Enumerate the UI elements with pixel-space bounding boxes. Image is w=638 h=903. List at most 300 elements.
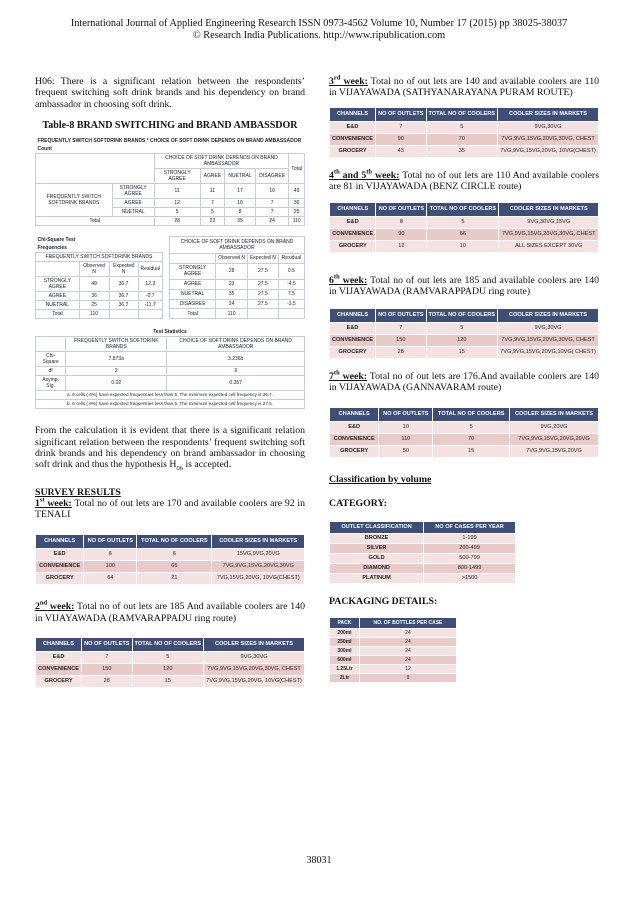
table-cell: 200ml: [330, 629, 360, 638]
table-cell: Chi-Square: [36, 352, 66, 367]
table-cell: 800-1499: [424, 563, 516, 573]
table-cell: -4.5: [278, 280, 304, 290]
table-cell: 15: [426, 346, 498, 358]
table-header: OUTLET CLASSIFICATION: [330, 521, 424, 533]
table-cell: 5: [154, 208, 200, 217]
table-header: Residual: [138, 262, 163, 277]
table-cell: 70: [433, 434, 510, 446]
week6-body: Total no of out lets are 185 and available coolers are 140 in VIJAYAWADA (RAMVARAPPADU ring route): [329, 275, 599, 298]
table-cell: E&D: [36, 652, 82, 664]
table-cell: ALL SIZES EXCEPT 30VG: [499, 241, 599, 253]
table-cell: 15: [132, 676, 204, 688]
table-header: CHANNELS: [330, 107, 376, 121]
table-cell: GROCERY: [36, 676, 82, 688]
table-cell: 7VG,9VG,15VG,20VG,30VG, CHEST: [498, 334, 599, 346]
week3-text: [329, 76, 599, 99]
table-cell: 110: [289, 217, 305, 226]
table-cell: GROCERY: [36, 573, 84, 585]
table-row: [330, 434, 599, 446]
table-cell: 7VG,9VG,15VG,20VG,30VG, CHEST: [498, 133, 599, 145]
table-cell: >1500: [424, 573, 516, 583]
table-header: Residual: [278, 253, 304, 263]
table-cell: GROCERY: [330, 241, 376, 253]
table-cell: 28: [154, 217, 200, 226]
week2-text: [35, 601, 305, 624]
week45-label: 4th and 5th week:: [329, 168, 400, 181]
table-cell: 24: [216, 299, 248, 309]
table-row: [330, 665, 457, 674]
table-row: [330, 629, 457, 638]
table-cell: 7: [376, 322, 426, 334]
table-header: COOLER SIZES IN MARKETS: [204, 638, 305, 652]
table-cell: [247, 309, 278, 319]
week7-body: Total no of out lets are 176.And available coolers are 140 in VIJAYAWADA (GANNAVARAM route): [329, 370, 599, 394]
table-cell: 9VG,30VG: [204, 652, 305, 664]
week6-table: [329, 308, 599, 359]
table-cell: STRONGLY AGREE: [36, 277, 80, 292]
table-header: NO OF OUTLETS: [376, 107, 426, 121]
week3-body: Total no of out lets are 140 and available coolers are 110 in VIJAYAWADA (SATHYANARAYANA PURAM ROUTE): [329, 76, 599, 99]
table-cell: 8: [376, 217, 427, 229]
table-row: [330, 533, 516, 543]
table-row: [170, 299, 305, 309]
table-header: COOLER SIZES IN MARKETS: [212, 535, 305, 549]
table-header: Expected N: [109, 262, 138, 277]
table-cell: 7VG,9VG,15VG,20VG, 10VG(CHEST): [498, 145, 599, 157]
table-cell: 24: [359, 656, 456, 665]
table-cell: E&D: [330, 322, 376, 334]
table-cell: 7: [255, 199, 289, 208]
table-header: CHANNELS: [36, 535, 84, 549]
chi-square-group: FREQUENTLY SWITCH SOFTDRINK BRANDS: [36, 253, 163, 262]
table-header: TOTAL NO OF COOLERS: [433, 408, 510, 422]
table-cell: E&D: [330, 217, 376, 229]
table-cell: 1-199: [424, 533, 516, 543]
table-cell: 7VG,9VG,15VG,20VG: [510, 446, 599, 458]
table-row: [330, 346, 599, 358]
table-row: [36, 367, 305, 376]
crosstab-count: Count: [37, 146, 52, 153]
week6-text: [329, 275, 599, 298]
crosstab-table: [35, 137, 305, 226]
table-cell: 35: [225, 217, 256, 226]
table-cell: 11: [200, 184, 224, 199]
table-cell: 5: [426, 322, 498, 334]
table-header: CHANNELS: [330, 203, 376, 217]
table-cell: NUETRAL: [170, 289, 216, 299]
table-cell: STRONGLY AGREE: [170, 263, 216, 279]
crosstab-col-header: DISAGREE: [255, 169, 289, 184]
table-cell: 27.5: [247, 299, 278, 309]
table-header: TOTAL NO OF COOLERS: [426, 308, 498, 322]
table-header: TOTAL NO OF COOLERS: [132, 638, 204, 652]
week2-table: [35, 637, 305, 688]
table-cell: [109, 310, 138, 319]
table-cell: 70: [426, 133, 498, 145]
table-header: COOLER SIZES IN MARKETS: [498, 107, 599, 121]
table-row: [330, 446, 599, 458]
table-row: [330, 563, 516, 573]
table-cell: 27.5: [247, 280, 278, 290]
table-cell: 17: [225, 184, 256, 199]
table-cell: 500-799: [424, 553, 516, 563]
table-cell: STRONGLY AGREE: [112, 184, 154, 199]
table-row: [330, 217, 599, 229]
table-cell: 36.7: [109, 277, 138, 292]
table-row: [36, 184, 305, 199]
chi-square-section: [35, 236, 305, 319]
week1-text: [35, 498, 305, 521]
table-cell: GROCERY: [330, 145, 376, 157]
table-cell: 35: [426, 145, 498, 157]
table-cell: AGREE: [112, 199, 154, 208]
classification-heading: Classification by volume: [329, 474, 432, 486]
table-row: [330, 422, 599, 434]
table-row: [36, 573, 305, 585]
week2-body: Total no of out lets are 185 And available coolers are 140 in VIJAYAWADA (RAMVARAPPADU ring route): [35, 601, 306, 624]
crosstab-col-header: Total: [289, 154, 305, 184]
crosstab-col-header: STRONGLY AGREE: [154, 169, 200, 184]
table-cell: 12.3: [138, 277, 163, 292]
table-cell: 64: [84, 573, 137, 585]
table-row: [330, 145, 599, 157]
table-cell: DISAGREE: [170, 299, 216, 309]
table-cell: 5: [426, 121, 498, 133]
table-header: Observed N: [79, 262, 109, 277]
week7-label: 7th week:: [329, 369, 368, 382]
week45-body: Total no of out lets are 110 And available coolers are 81 in VIJAYAWADA (BENZ CIRCLE route): [329, 169, 600, 192]
chi-square-sub: Frequencies: [37, 245, 67, 252]
table-cell: 7VG,9VG,15VG,20VG,30VG, CHEST: [499, 229, 599, 241]
table-row: [330, 322, 599, 334]
table-cell: 7VG,9VG,15VG,20VG, 10VG(CHEST): [204, 676, 305, 688]
table-row: [36, 676, 305, 688]
table-cell: 9VG,30VG: [498, 121, 599, 133]
table-cell: 66: [427, 229, 499, 241]
table-cell: DIAMOND: [330, 563, 424, 573]
table-cell: 3: [167, 367, 305, 376]
table-cell: 100: [84, 561, 137, 573]
category-table: [329, 521, 516, 584]
journal-publisher: © Research India Publications. http://www.ripublication.com: [192, 30, 446, 41]
table-row: [36, 301, 163, 310]
table-cell: E&D: [330, 422, 379, 434]
table-header: Observed N: [216, 253, 248, 263]
table-cell: Asymp. Sig.: [36, 376, 66, 391]
table-row: [330, 133, 599, 145]
right-column: [329, 76, 599, 683]
table-cell: 0.02: [66, 376, 167, 391]
table-cell: 7: [200, 199, 224, 208]
table-cell: 27.5: [247, 289, 278, 299]
table-cell: 3.236b: [167, 352, 305, 367]
table-cell: NUETRAL: [112, 208, 154, 217]
table-cell: 35: [216, 289, 248, 299]
table-cell: 110: [79, 310, 109, 319]
table-cell: 36: [79, 292, 109, 301]
conclusion-end: is accepted.: [183, 459, 232, 471]
table-cell: 6: [137, 549, 212, 561]
table-cell: 5: [433, 422, 510, 434]
table-cell: 28: [216, 263, 248, 279]
table-cell: 0.357: [167, 376, 305, 391]
table-cell: -0.7: [138, 292, 163, 301]
table-row: [330, 573, 516, 583]
table-header: COOLER SIZES IN MARKETS: [510, 408, 599, 422]
table-cell: Total: [36, 217, 155, 226]
table-cell: 600ml: [330, 656, 360, 665]
table-cell: GOLD: [330, 553, 424, 563]
table-cell: 25: [79, 301, 109, 310]
survey-results-heading: SURVEY RESULTS: [35, 486, 121, 498]
crosstab-title: FREQUENTLY SWITCH SOFTDRINK BRANDS * CHOICE OF SOFT DRINK DEPENDS ON BRAND AMBASSADOR: [37, 138, 302, 145]
table-cell: 7.873a: [66, 352, 167, 367]
week6-label: 6th week:: [329, 273, 368, 287]
table-cell: 7VG,9VG,15VG,20VG,30VG: [212, 561, 305, 573]
table-row: [36, 352, 305, 367]
table-cell: CONVENIENCE: [330, 229, 376, 241]
conclusion-body: From the calculation it is evident that there is a significant relation significant relation between the respondents’ frequent switching soft drink brands and his dependency on brand ambassador in choosing soft drink and thus the hypothesis H: [35, 425, 305, 471]
table-cell: CONVENIENCE: [36, 664, 82, 676]
journal-title: International Journal of Applied Engineering Research ISSN 0973-4562 Volume 10, Number 17 (2015) pp 38025-38037: [70, 18, 568, 29]
table-row: [330, 543, 516, 553]
table-row: [330, 553, 516, 563]
table-cell: E&D: [330, 121, 376, 133]
table-row: [36, 664, 305, 676]
table-header: CHOICE OF SOFT DRINK DEPENDS ON BRAND AMBASSADOR: [167, 337, 305, 352]
table-cell: 120: [426, 334, 498, 346]
table-cell: 9VG,20VG: [510, 422, 599, 434]
table-cell: 6: [84, 549, 137, 561]
table-header: NO OF OUTLETS: [376, 203, 427, 217]
journal-header: [0, 18, 638, 42]
table-cell: 21: [137, 573, 212, 585]
crosstab-row-header: FREQUENTLY SWITCH SOFTDRINK BRANDS: [36, 184, 113, 217]
table-cell: 8: [225, 208, 256, 217]
table-cell: 9: [359, 674, 456, 683]
table-cell: 36: [289, 199, 305, 208]
table-cell: CONVENIENCE: [330, 133, 376, 145]
table-cell: 300ml: [330, 647, 360, 656]
week3-label: 3rd week:: [329, 74, 368, 87]
crosstab-col-header: AGREE: [200, 169, 224, 184]
table-cell: 24: [359, 638, 456, 647]
table-cell: 110: [379, 434, 433, 446]
table-cell: 120: [132, 664, 204, 676]
week7-text: [329, 371, 599, 394]
table-cell: 12: [359, 665, 456, 674]
table-cell: BRONZE: [330, 533, 424, 543]
table-cell: 0.5: [278, 263, 304, 279]
table-cell: 7VG,9VG,15VG,20VG,10VG( CHEST): [498, 346, 599, 358]
table-cell: 25: [289, 208, 305, 217]
table-cell: 36.7: [109, 292, 138, 301]
table-cell: 7VG,9VG,15VG,20VG,30VG, CHEST: [204, 664, 305, 676]
table-cell: E&D: [36, 549, 84, 561]
table-cell: 50: [379, 446, 433, 458]
week45-table: [329, 202, 599, 253]
table-cell: 5: [200, 208, 224, 217]
table-header: NO OF CASES PER YEAR: [424, 521, 516, 533]
week2-label: 2nd week:: [35, 600, 75, 613]
table-cell: 15VG,9VG,20VG: [212, 549, 305, 561]
table-cell: 110: [216, 309, 248, 319]
table-cell: 12: [154, 199, 200, 208]
table-cell: 9VG,30VG,15VG: [499, 217, 599, 229]
category-heading: CATEGORY:: [329, 497, 387, 509]
table-header: TOTAL NO OF COOLERS: [427, 203, 499, 217]
chi-square-left-table: [35, 236, 163, 319]
table-header: COOLER SIZES IN MARKETS: [499, 203, 599, 217]
table-header: NO OF OUTLETS: [376, 308, 426, 322]
table-cell: GROCERY: [330, 346, 376, 358]
table-cell: AGREE: [170, 280, 216, 290]
table-row: [330, 647, 457, 656]
footnote-b: b. 0 cells (.0%) have expected frequencies less than 5. The minimum expected cell frequency is 27.5.: [36, 400, 305, 409]
table-cell: 11: [154, 184, 200, 199]
table-cell: 7VG,9VG,15VG,20VG,20VG: [510, 434, 599, 446]
table-cell: 9VG,30VG: [498, 322, 599, 334]
week1-body: Total no of out lets are 170 and available coolers are 92 in TENALI: [35, 497, 305, 521]
packaging-heading: PACKAGING DETAILS:: [329, 595, 438, 607]
table-header: TOTAL NO OF COOLERS: [426, 107, 498, 121]
table-cell: 23: [200, 217, 224, 226]
table-cell: 2: [66, 367, 167, 376]
table-cell: CONVENIENCE: [330, 334, 376, 346]
table-cell: -11.7: [138, 301, 163, 310]
table-cell: 7.5: [278, 289, 304, 299]
table-cell: 49: [79, 277, 109, 292]
table-cell: 23: [216, 280, 248, 290]
table-cell: 24: [359, 647, 456, 656]
left-column: [35, 76, 305, 688]
table-cell: -3.5: [278, 299, 304, 309]
table-row: [170, 309, 305, 319]
table-cell: 15: [433, 446, 510, 458]
page-number: 38031: [306, 855, 332, 866]
week3-table: [329, 107, 599, 158]
table-cell: PLATINUM: [330, 573, 424, 583]
table-cell: Total: [170, 309, 216, 319]
table-row: [36, 652, 305, 664]
table-row: [36, 310, 163, 319]
table-cell: df: [36, 367, 66, 376]
table-cell: 10: [225, 199, 256, 208]
table-cell: 150: [82, 664, 132, 676]
table-cell: GROCERY: [330, 446, 379, 458]
table-header: NO OF OUTLETS: [379, 408, 433, 422]
test-statistics-title: Test Statistics: [153, 329, 187, 336]
table-header: Expected N: [247, 253, 278, 263]
table-header: COOLER SIZES IN MARKETS: [498, 308, 599, 322]
table-cell: SILVER: [330, 543, 424, 553]
chi-square-group: CHOICE OF SOFT DRINK DEPENDS ON BRAND AMBASSADOR: [170, 237, 305, 253]
table-header: NO. OF BOTTLES PER CASE: [359, 618, 456, 629]
table-header: TOTAL NO OF COOLERS: [137, 535, 212, 549]
table-cell: [278, 309, 304, 319]
table-row: [36, 217, 305, 226]
table-8-caption: Table-8 BRAND SWITCHING and BRAND AMBASSDOR: [42, 119, 298, 131]
table-cell: 5: [132, 652, 204, 664]
table-cell: CONVENIENCE: [36, 561, 84, 573]
table-cell: 250ml: [330, 638, 360, 647]
table-header: CHANNELS: [330, 408, 379, 422]
test-statistics-table: [35, 328, 305, 409]
table-cell: 10: [427, 241, 499, 253]
table-row: [170, 280, 305, 290]
table-cell: 24: [255, 217, 289, 226]
table-cell: NUETRAL: [36, 301, 80, 310]
table-row: [330, 656, 457, 665]
table-header: CHANNELS: [36, 638, 82, 652]
table-cell: 24: [359, 629, 456, 638]
table-cell: AGREE: [36, 292, 80, 301]
table-row: [330, 121, 599, 133]
table-row: [170, 289, 305, 299]
table-header: CHANNELS: [330, 308, 376, 322]
table-cell: 90: [376, 229, 427, 241]
hypothesis-subscript: 06: [176, 465, 183, 473]
table-cell: 65: [137, 561, 212, 573]
table-cell: 28: [82, 676, 132, 688]
table-row: [330, 638, 457, 647]
table-cell: 36.7: [109, 301, 138, 310]
table-cell: 43: [376, 145, 426, 157]
table-cell: 10: [255, 184, 289, 199]
table-row: [36, 292, 163, 301]
table-cell: 150: [376, 334, 426, 346]
table-cell: Total: [36, 310, 80, 319]
table-header: FREQUENTLY SWITCH SOFTDRINK BRANDS: [66, 337, 167, 352]
table-cell: 7: [255, 208, 289, 217]
table-cell: [138, 310, 163, 319]
footnote-a: a. 0 cells (.0%) have expected frequencies less than 5. The minimum expected cell frequency is 36.7.: [36, 391, 305, 400]
week1-label: 1st week:: [35, 496, 72, 509]
table-cell: 7: [376, 121, 426, 133]
week7-table: [329, 407, 599, 458]
table-cell: 10: [379, 422, 433, 434]
table-cell: 5: [427, 217, 499, 229]
packaging-table: [329, 617, 457, 683]
table-cell: 28: [376, 346, 426, 358]
table-cell: CONVENIENCE: [330, 434, 379, 446]
table-row: [330, 334, 599, 346]
table-header: PACK: [330, 618, 360, 629]
conclusion-text: [35, 425, 305, 474]
table-cell: 7: [82, 652, 132, 664]
table-cell: 2Ltr: [330, 674, 360, 683]
table-row: [330, 241, 599, 253]
table-header: NO OF OUTLETS: [84, 535, 137, 549]
table-cell: 12: [376, 241, 427, 253]
table-cell: 7VG,15VG,20VG, 10VG(CHEST): [212, 573, 305, 585]
table-row: [36, 376, 305, 391]
table-cell: 200-499: [424, 543, 516, 553]
chi-square-title: Chi-Square Test: [37, 237, 76, 244]
table-header: NO OF OUTLETS: [82, 638, 132, 652]
table-cell: 49: [289, 184, 305, 199]
table-row: [36, 277, 163, 292]
table-cell: 27.5: [247, 263, 278, 279]
table-row: [36, 549, 305, 561]
hypothesis-text: H06: There is a significant relation between the respondents’ frequent switching soft drink brands and his dependency on brand ambassador in choosing soft drink.: [35, 76, 305, 110]
table-row: [170, 263, 305, 279]
table-row: [36, 561, 305, 573]
week1-table: [35, 534, 305, 585]
chi-square-right-table: [169, 236, 305, 319]
week45-text: [329, 170, 599, 193]
table-cell: 90: [376, 133, 426, 145]
